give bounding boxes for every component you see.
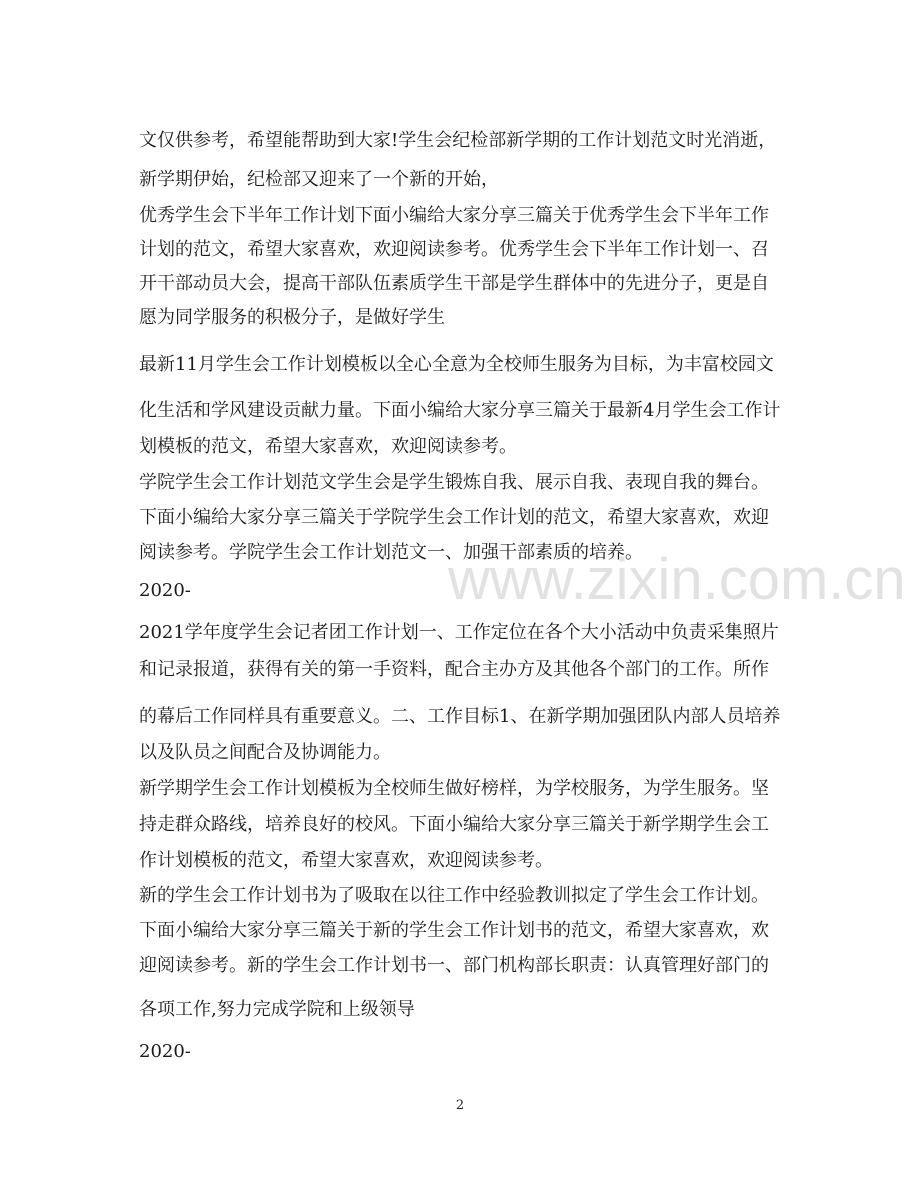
text-line: 划模板的范文，希望大家喜欢，欢迎阅读参考。 bbox=[139, 436, 517, 457]
text-line: 2020- bbox=[139, 580, 191, 601]
text-line: 和记录报道，获得有关的第一手资料，配合主办方及其他各个部门的工作。所作 bbox=[139, 659, 769, 680]
text-line: 计划的范文，希望大家喜欢，欢迎阅读参考。优秀学生会下半年工作计划一、召 bbox=[139, 239, 769, 260]
text-line: 化生活和学风建设贡献力量。下面小编给大家分享三篇关于最新4月学生会工作计 bbox=[139, 400, 781, 421]
text-line: 愿为同学服务的积极分子，是做好学生 bbox=[139, 307, 445, 328]
text-line: 迎阅读参考。新的学生会工作计划书一、部门机构部长职责：认真管理好部门的 bbox=[139, 955, 769, 976]
text-line: 新学期学生会工作计划模板为全校师生做好榜样，为学校服务，为学生服务。坚 bbox=[139, 778, 769, 799]
text-line: 持走群众路线，培养良好的校风。下面小编给大家分享三篇关于新学期学生会工 bbox=[139, 814, 769, 835]
text-line: 的幕后工作同样具有重要意义。二、工作目标1、在新学期加强团队内部人员培养 bbox=[139, 706, 781, 727]
text-line: 文仅供参考，希望能帮助到大家!学生会纪检部新学期的工作计划范文时光消逝， bbox=[139, 130, 777, 151]
page-number: 2 bbox=[455, 1098, 465, 1113]
text-line: 2020- bbox=[139, 1041, 191, 1062]
text-line: 优秀学生会下半年工作计划下面小编给大家分享三篇关于优秀学生会下半年工作 bbox=[139, 205, 769, 226]
text-line: 新的学生会工作计划书为了吸取在以往工作中经验教训拟定了学生会工作计划。 bbox=[139, 885, 769, 906]
text-line: 开干部动员大会，提高干部队伍素质学生干部是学生群体中的先进分子，更是自 bbox=[139, 273, 769, 294]
watermark: www.zixin.com.cn bbox=[448, 547, 906, 612]
text-line: 作计划模板的范文，希望大家喜欢，欢迎阅读参考。 bbox=[139, 850, 553, 871]
text-line: 新学期伊始，纪检部又迎来了一个新的开始， bbox=[139, 169, 499, 190]
text-line: 阅读参考。学院学生会工作计划范文一、加强干部素质的培养。 bbox=[139, 542, 643, 563]
text-line: 下面小编给大家分享三篇关于学院学生会工作计划的范文，希望大家喜欢，欢迎 bbox=[139, 507, 769, 528]
text-line: 各项工作,努力完成学院和上级领导 bbox=[139, 999, 415, 1020]
text-line: 下面小编给大家分享三篇关于新的学生会工作计划书的范文，希望大家喜欢，欢 bbox=[139, 920, 769, 941]
text-line: 2021学年度学生会记者团工作计划一、工作定位在各个大小活动中负责采集照片 bbox=[139, 622, 779, 643]
text-line: 以及队员之间配合及协调能力。 bbox=[139, 742, 391, 763]
text-line: 学院学生会工作计划范文学生会是学生锻炼自我、展示自我、表现自我的舞台。 bbox=[139, 472, 769, 493]
text-line: 最新11月学生会工作计划模板以全心全意为全校师生服务为目标，为丰富校园文 bbox=[139, 354, 774, 375]
